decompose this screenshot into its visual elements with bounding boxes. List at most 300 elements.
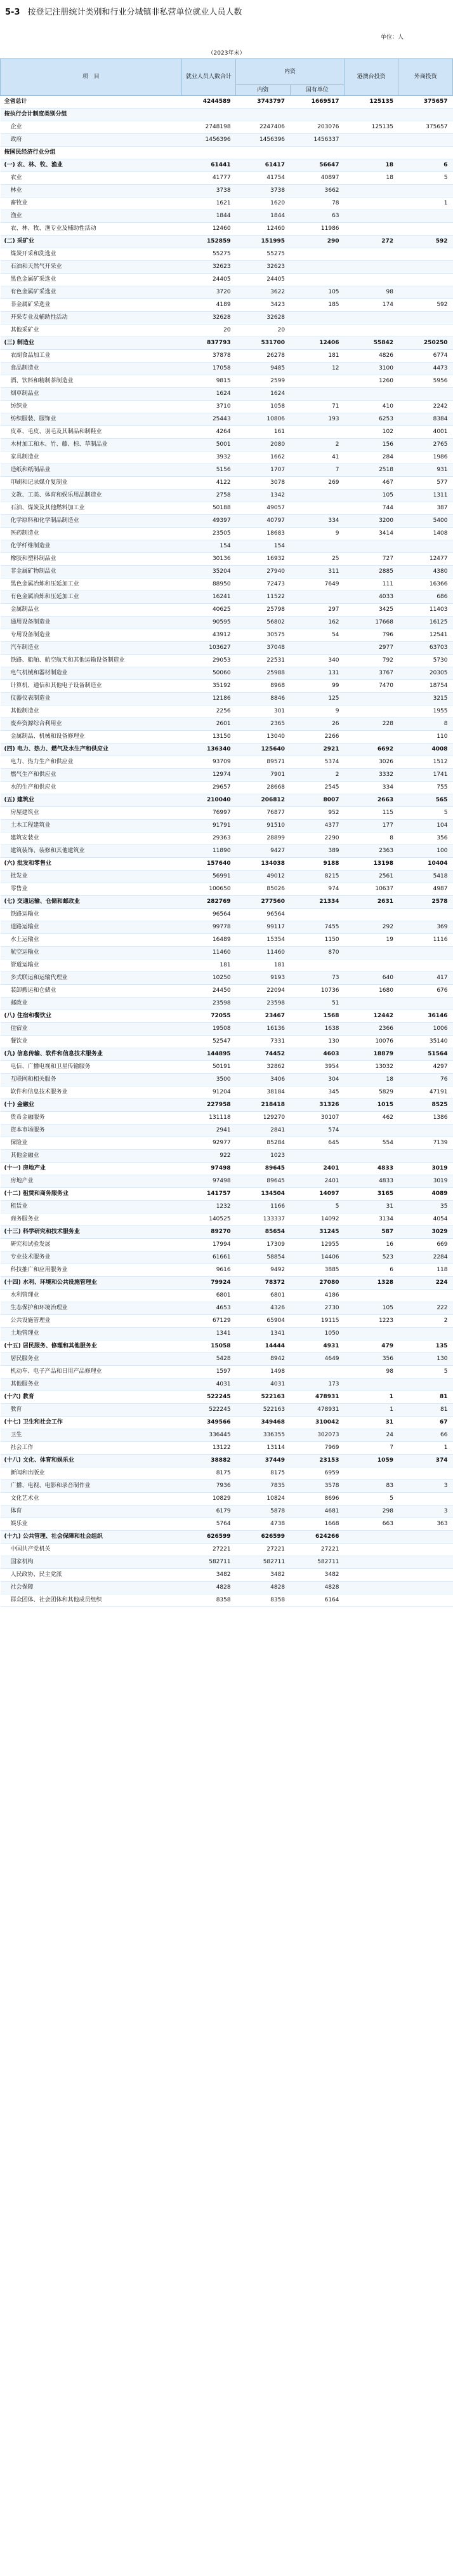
table-row (1, 947, 453, 959)
cell-hmt (345, 947, 398, 959)
cell-state: 2921 (290, 744, 344, 756)
table-row (1, 388, 453, 401)
row-label: 电力、热力生产和供应业 (1, 756, 182, 769)
cell-domestic: 23598 (236, 998, 290, 1010)
cell-domestic (236, 109, 290, 121)
cell-domestic: 151995 (236, 236, 290, 248)
cell-hmt: 125135 (345, 96, 398, 109)
cell-hmt: 18 (345, 172, 398, 185)
table-row (1, 426, 453, 439)
row-label: 铁路、船舶、航空航天和其他运输设备制造业 (1, 655, 182, 667)
table-row (1, 845, 453, 858)
table-number: 5-3 (5, 8, 20, 17)
table-row (1, 782, 453, 794)
cell-state: 6164 (290, 1594, 344, 1607)
table-row (1, 121, 453, 134)
cell-domestic: 8968 (236, 680, 290, 693)
table-row (1, 248, 453, 261)
cell-domestic: 133337 (236, 1213, 290, 1226)
cell-hmt: 2366 (345, 1023, 398, 1036)
cell-hmt: 31 (345, 1417, 398, 1429)
cell-foreign (398, 1582, 453, 1594)
table-row (1, 553, 453, 566)
cell-domestic: 206812 (236, 794, 290, 807)
row-label: 建筑安装业 (1, 832, 182, 845)
cell-domestic: 134504 (236, 1188, 290, 1201)
cell-state: 311 (290, 566, 344, 578)
cell-domestic: 1341 (236, 1328, 290, 1340)
cell-domestic: 85654 (236, 1226, 290, 1239)
cell-hmt: 16 (345, 1239, 398, 1251)
cell-hmt: 19 (345, 934, 398, 947)
cell-domestic: 3078 (236, 477, 290, 490)
table-row (1, 1467, 453, 1480)
cell-total: 16241 (181, 591, 235, 604)
cell-domestic: 129270 (236, 1112, 290, 1124)
cell-state: 478931 (290, 1391, 344, 1404)
row-label: 教育 (1, 1404, 182, 1417)
table-row (1, 629, 453, 642)
table-row (1, 718, 453, 731)
cell-state: 19115 (290, 1315, 344, 1328)
table-row (1, 1163, 453, 1175)
table-row (1, 820, 453, 832)
cell-foreign: 16366 (398, 578, 453, 591)
cell-domestic: 1624 (236, 388, 290, 401)
cell-domestic: 61417 (236, 159, 290, 172)
cell-foreign: 356 (398, 832, 453, 845)
cell-hmt: 4833 (345, 1163, 398, 1175)
cell-foreign: 1 (398, 197, 453, 210)
cell-total: 3500 (181, 1074, 235, 1086)
cell-hmt: 102 (345, 426, 398, 439)
cell-domestic: 3406 (236, 1074, 290, 1086)
cell-total: 8358 (181, 1594, 235, 1607)
table-row (1, 1556, 453, 1569)
row-label: (十) 金融业 (1, 1099, 182, 1112)
cell-hmt: 792 (345, 655, 398, 667)
row-label: 有色金属矿采选业 (1, 286, 182, 299)
cell-total: 922 (181, 1150, 235, 1163)
cell-hmt: 83 (345, 1480, 398, 1493)
table-row (1, 172, 453, 185)
cell-total: 17994 (181, 1239, 235, 1251)
cell-hmt: 98 (345, 286, 398, 299)
cell-total: 141757 (181, 1188, 235, 1201)
cell-total: 91791 (181, 820, 235, 832)
cell-state (290, 324, 344, 337)
cell-state: 8007 (290, 794, 344, 807)
cell-total: 9815 (181, 375, 235, 388)
cell-foreign: 4987 (398, 883, 453, 896)
cell-foreign: 755 (398, 782, 453, 794)
cell-total: 3932 (181, 451, 235, 464)
row-label: 房地产业 (1, 1175, 182, 1188)
row-label: 家具制造业 (1, 451, 182, 464)
cell-hmt: 1328 (345, 1277, 398, 1290)
cell-state: 14092 (290, 1213, 344, 1226)
row-label: 专业技术服务业 (1, 1251, 182, 1264)
table-row (1, 147, 453, 159)
cell-total: 3720 (181, 286, 235, 299)
cell-domestic: 336355 (236, 1429, 290, 1442)
row-label: 皮革、毛皮、羽毛及其制品和制鞋业 (1, 426, 182, 439)
cell-state: 9 (290, 705, 344, 718)
cell-hmt: 744 (345, 502, 398, 515)
cell-hmt: 3200 (345, 515, 398, 528)
table-row (1, 261, 453, 274)
table-row (1, 286, 453, 299)
cell-foreign: 250250 (398, 337, 453, 350)
cell-hmt: 156 (345, 439, 398, 451)
table-row (1, 1391, 453, 1404)
cell-total: 144895 (181, 1048, 235, 1061)
cell-state: 125 (290, 693, 344, 705)
cell-hmt: 334 (345, 782, 398, 794)
cell-domestic: 277560 (236, 896, 290, 909)
table-row (1, 1302, 453, 1315)
cell-hmt: 177 (345, 820, 398, 832)
cell-total: 12460 (181, 223, 235, 236)
cell-foreign: 4089 (398, 1188, 453, 1201)
cell-hmt: 3026 (345, 756, 398, 769)
row-label: 计算机、通信和其他电子设备制造业 (1, 680, 182, 693)
cell-domestic: 9427 (236, 845, 290, 858)
cell-domestic: 2080 (236, 439, 290, 451)
row-label: 金属制品、机械和设备修理业 (1, 731, 182, 744)
cell-hmt: 228 (345, 718, 398, 731)
row-label: 纺织服装、服饰业 (1, 413, 182, 426)
cell-foreign: 4297 (398, 1061, 453, 1074)
row-label: 农业 (1, 172, 182, 185)
row-label: 多式联运和运输代理业 (1, 972, 182, 985)
cell-state: 2290 (290, 832, 344, 845)
cell-hmt (345, 274, 398, 286)
cell-foreign: 8384 (398, 413, 453, 426)
cell-domestic: 14444 (236, 1340, 290, 1353)
cell-total: 97498 (181, 1175, 235, 1188)
cell-hmt: 663 (345, 1518, 398, 1531)
row-label: 租赁业 (1, 1201, 182, 1213)
row-label: 文化艺术业 (1, 1493, 182, 1505)
row-label: 社会工作 (1, 1442, 182, 1455)
cell-hmt (345, 540, 398, 553)
table-row (1, 109, 453, 121)
cell-foreign: 369 (398, 921, 453, 934)
cell-state: 27221 (290, 1544, 344, 1556)
cell-foreign: 2 (398, 1315, 453, 1328)
cell-state: 14097 (290, 1188, 344, 1201)
cell-state (290, 248, 344, 261)
row-label: 非金属矿采选业 (1, 299, 182, 312)
cell-total: 37878 (181, 350, 235, 363)
table-row (1, 1404, 453, 1417)
row-label: (三) 制造业 (1, 337, 182, 350)
cell-state (290, 959, 344, 972)
cell-total: 55275 (181, 248, 235, 261)
cell-total: 152859 (181, 236, 235, 248)
cell-state: 21334 (290, 896, 344, 909)
table-row (1, 477, 453, 490)
cell-hmt (345, 959, 398, 972)
table-row (1, 1061, 453, 1074)
cell-total: 4264 (181, 426, 235, 439)
cell-foreign (398, 147, 453, 159)
cell-hmt: 4833 (345, 1175, 398, 1188)
cell-domestic: 91510 (236, 820, 290, 832)
table-row (1, 159, 453, 172)
cell-domestic: 49012 (236, 871, 290, 883)
cell-state: 31326 (290, 1099, 344, 1112)
cell-state: 582711 (290, 1556, 344, 1569)
cell-total: 4653 (181, 1302, 235, 1315)
cell-hmt: 12442 (345, 1010, 398, 1023)
cell-state (290, 591, 344, 604)
row-label: 餐饮业 (1, 1036, 182, 1048)
cell-hmt (345, 147, 398, 159)
row-label: 邮政业 (1, 998, 182, 1010)
cell-foreign: 1116 (398, 934, 453, 947)
cell-state: 2401 (290, 1175, 344, 1188)
cell-foreign: 16125 (398, 617, 453, 629)
cell-domestic: 58854 (236, 1251, 290, 1264)
cell-total: 43912 (181, 629, 235, 642)
cell-foreign: 222 (398, 1302, 453, 1315)
cell-hmt (345, 1594, 398, 1607)
cell-hmt (345, 1124, 398, 1137)
header-foreign: 外商投资 (398, 59, 453, 96)
row-label: 其他制造业 (1, 705, 182, 718)
row-label: (五) 建筑业 (1, 794, 182, 807)
cell-foreign (398, 286, 453, 299)
cell-state: 952 (290, 807, 344, 820)
cell-domestic: 7901 (236, 769, 290, 782)
cell-state: 11986 (290, 223, 344, 236)
cell-foreign: 1986 (398, 451, 453, 464)
cell-domestic: 3738 (236, 185, 290, 197)
table-row (1, 1226, 453, 1239)
table-row (1, 1010, 453, 1023)
row-label: 通用设备制造业 (1, 617, 182, 629)
row-label: 畜牧业 (1, 197, 182, 210)
cell-state: 6959 (290, 1467, 344, 1480)
cell-foreign (398, 998, 453, 1010)
cell-foreign (398, 1290, 453, 1302)
cell-domestic: 1498 (236, 1366, 290, 1378)
cell-foreign: 118 (398, 1264, 453, 1277)
cell-total: 61661 (181, 1251, 235, 1264)
row-label: 航空运输业 (1, 947, 182, 959)
cell-total: 24450 (181, 985, 235, 998)
cell-hmt: 105 (345, 1302, 398, 1315)
cell-total: 582711 (181, 1556, 235, 1569)
table-row (1, 1239, 453, 1251)
cell-state: 2401 (290, 1163, 344, 1175)
cell-domestic: 78372 (236, 1277, 290, 1290)
cell-domestic: 9193 (236, 972, 290, 985)
table-row (1, 1086, 453, 1099)
cell-foreign: 375657 (398, 121, 453, 134)
cell-domestic: 154 (236, 540, 290, 553)
cell-domestic: 32628 (236, 312, 290, 324)
cell-foreign: 6 (398, 159, 453, 172)
row-label: (十二) 租赁和商务服务业 (1, 1188, 182, 1201)
row-label: 燃气生产和供应业 (1, 769, 182, 782)
cell-total: 67129 (181, 1315, 235, 1328)
cell-state: 624266 (290, 1531, 344, 1544)
cell-foreign: 36146 (398, 1010, 453, 1023)
row-label: 娱乐业 (1, 1518, 182, 1531)
cell-total: 4189 (181, 299, 235, 312)
cell-foreign: 1408 (398, 528, 453, 540)
cell-hmt: 3767 (345, 667, 398, 680)
table-row (1, 744, 453, 756)
row-label: 道路运输业 (1, 921, 182, 934)
cell-domestic: 27940 (236, 566, 290, 578)
cell-total: 6801 (181, 1290, 235, 1302)
row-label: 纺织业 (1, 401, 182, 413)
cell-state: 870 (290, 947, 344, 959)
cell-hmt: 10076 (345, 1036, 398, 1048)
cell-state: 574 (290, 1124, 344, 1137)
cell-total: 131118 (181, 1112, 235, 1124)
table-row (1, 972, 453, 985)
cell-total: 13150 (181, 731, 235, 744)
cell-state: 389 (290, 845, 344, 858)
cell-total: 29657 (181, 782, 235, 794)
row-label: (七) 交通运输、仓储和邮政业 (1, 896, 182, 909)
table-row (1, 210, 453, 223)
table-row (1, 1175, 453, 1188)
cell-hmt: 3332 (345, 769, 398, 782)
cell-hmt (345, 909, 398, 921)
row-label: 群众团体、社会团体和其他成员组织 (1, 1594, 182, 1607)
table-row (1, 324, 453, 337)
table-row (1, 1112, 453, 1124)
cell-state: 54 (290, 629, 344, 642)
cell-foreign (398, 1594, 453, 1607)
cell-total: 5428 (181, 1353, 235, 1366)
cell-domestic: 2365 (236, 718, 290, 731)
table-row (1, 1594, 453, 1607)
cell-domestic: 4326 (236, 1302, 290, 1315)
header-domestic-sub: 内资 (236, 85, 290, 96)
cell-state (290, 1366, 344, 1378)
cell-total: 23505 (181, 528, 235, 540)
cell-foreign: 592 (398, 299, 453, 312)
cell-total: 1624 (181, 388, 235, 401)
cell-state: 297 (290, 604, 344, 617)
cell-total: 91204 (181, 1086, 235, 1099)
cell-foreign: 5 (398, 1366, 453, 1378)
cell-state (290, 1150, 344, 1163)
cell-domestic: 99117 (236, 921, 290, 934)
cell-hmt: 3425 (345, 604, 398, 617)
table-row (1, 794, 453, 807)
cell-total (181, 147, 235, 159)
cell-total: 2601 (181, 718, 235, 731)
row-label: (十七) 卫生和社会工作 (1, 1417, 182, 1429)
table-row (1, 490, 453, 502)
cell-state: 10736 (290, 985, 344, 998)
cell-domestic: 65904 (236, 1315, 290, 1328)
cell-total: 11460 (181, 947, 235, 959)
cell-domestic: 8358 (236, 1594, 290, 1607)
cell-state: 334 (290, 515, 344, 528)
cell-hmt (345, 1150, 398, 1163)
cell-foreign (398, 1544, 453, 1556)
cell-domestic: 12460 (236, 223, 290, 236)
cell-state: 9188 (290, 858, 344, 871)
cell-domestic: 1058 (236, 401, 290, 413)
cell-total: 157640 (181, 858, 235, 871)
cell-domestic: 522163 (236, 1391, 290, 1404)
cell-domestic: 9485 (236, 363, 290, 375)
cell-domestic: 38184 (236, 1086, 290, 1099)
cell-state: 173 (290, 1378, 344, 1391)
cell-foreign: 3 (398, 1480, 453, 1493)
row-label: 食品制造业 (1, 363, 182, 375)
cell-total: 4244589 (181, 96, 235, 109)
table-row (1, 1378, 453, 1391)
cell-total: 38882 (181, 1455, 235, 1467)
table-row (1, 1582, 453, 1594)
table-row (1, 858, 453, 871)
cell-foreign: 2242 (398, 401, 453, 413)
cell-hmt: 4033 (345, 591, 398, 604)
cell-state: 8215 (290, 871, 344, 883)
cell-hmt (345, 1531, 398, 1544)
cell-domestic: 96564 (236, 909, 290, 921)
row-label: 保险业 (1, 1137, 182, 1150)
cell-foreign: 686 (398, 591, 453, 604)
cell-domestic: 24405 (236, 274, 290, 286)
cell-hmt (345, 1378, 398, 1391)
row-label: 专用设备制造业 (1, 629, 182, 642)
cell-domestic: 2247406 (236, 121, 290, 134)
row-label: 金属制品业 (1, 604, 182, 617)
cell-hmt: 5829 (345, 1086, 398, 1099)
cell-foreign: 669 (398, 1239, 453, 1251)
cell-domestic: 16932 (236, 553, 290, 566)
row-label: 石油、煤炭及其他燃料加工业 (1, 502, 182, 515)
table-body (1, 96, 453, 1607)
cell-state: 5374 (290, 756, 344, 769)
cell-total: 6179 (181, 1505, 235, 1518)
cell-total: 20 (181, 324, 235, 337)
cell-state: 2 (290, 439, 344, 451)
cell-total: 3738 (181, 185, 235, 197)
cell-domestic: 2841 (236, 1124, 290, 1137)
cell-domestic: 23467 (236, 1010, 290, 1023)
cell-total: 96564 (181, 909, 235, 921)
cell-hmt: 2561 (345, 871, 398, 883)
cell-foreign: 592 (398, 236, 453, 248)
cell-domestic: 5878 (236, 1505, 290, 1518)
cell-state: 4931 (290, 1340, 344, 1353)
cell-state: 130 (290, 1036, 344, 1048)
cell-total: 837793 (181, 337, 235, 350)
cell-foreign: 1311 (398, 490, 453, 502)
cell-total: 23598 (181, 998, 235, 1010)
cell-total: 2941 (181, 1124, 235, 1137)
cell-state (290, 375, 344, 388)
cell-hmt: 2977 (345, 642, 398, 655)
cell-foreign (398, 959, 453, 972)
cell-total: 17058 (181, 363, 235, 375)
table-row (1, 1150, 453, 1163)
table-row (1, 1099, 453, 1112)
